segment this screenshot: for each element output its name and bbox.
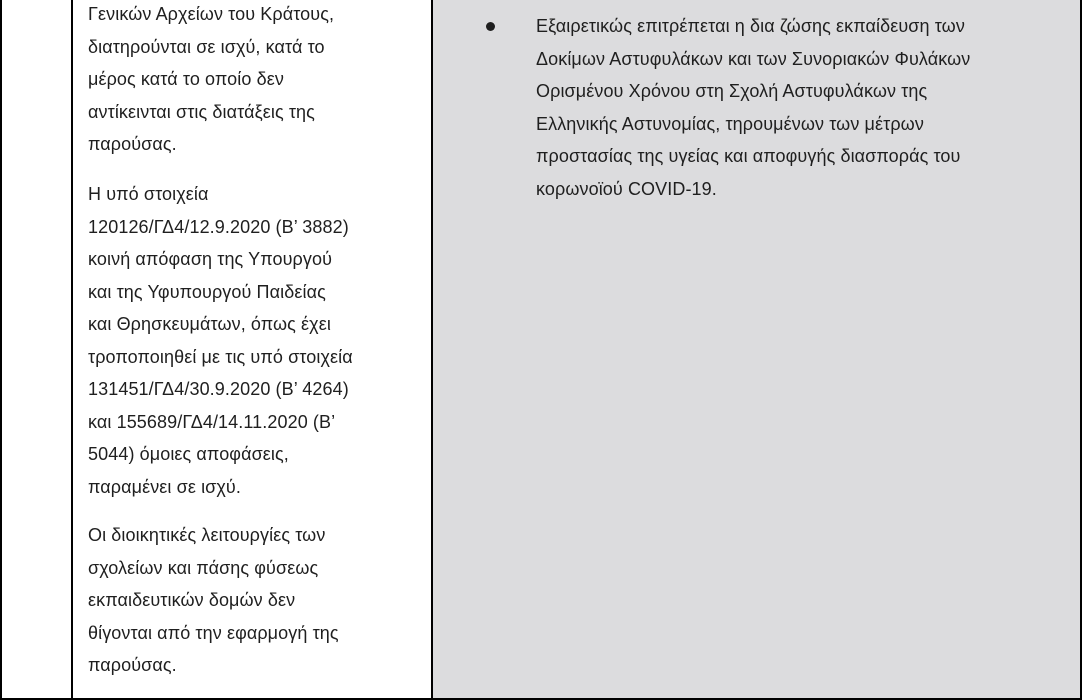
paragraph-archives-validity: Γενικών Αρχείων του Κράτους, διατηρούνται σε ισχύ, κατά το μέρος κατά το οποίο δεν αντίκεινται στις διατάξεις της παρούσας. [88, 4, 335, 154]
bullet-icon [486, 22, 495, 31]
paragraph-joint-decision: Η υπό στοιχεία 120126/ΓΔ4/12.9.2020 (Β’ 3882) κοινή απόφαση της Υπουργού και της Υφυπουργού Παιδείας και Θρησκευμάτων, όπως έχει τροποποιηθεί με τις υπό στοιχεία 131451/ΓΔ4/30.9.2020 (Β’ 4264) και 155689/ΓΔ4/14.11.2020 (Β’ 5044) όμοιες αποφάσεις, παραμένει σε ισχύ. [88, 184, 353, 497]
measure-text-column [73, 0, 433, 698]
paragraph-administrative-functions: Οι διοικητικές λειτουργίες των σχολείων και πάσης φύσεως εκπαιδευτικών δομών δεν θίγονται από την εφαρμογή της παρούσας. [88, 525, 339, 675]
empty-column [2, 0, 73, 698]
bullet-text: Εξαιρετικώς επιτρέπεται η δια ζώσης εκπαίδευση των Δοκίμων Αστυφυλάκων και των Συνοριακών Φυλάκων Ορισμένου Χρόνου στη Σχολή Αστυφυλάκων της Ελληνικής Αστυνομίας, τηρουμένων των μέτρων προστασίας της υγείας και αποφυγής διασποράς του κορωνοϊού COVID-19. [536, 16, 971, 199]
exceptions-column [433, 0, 1080, 698]
